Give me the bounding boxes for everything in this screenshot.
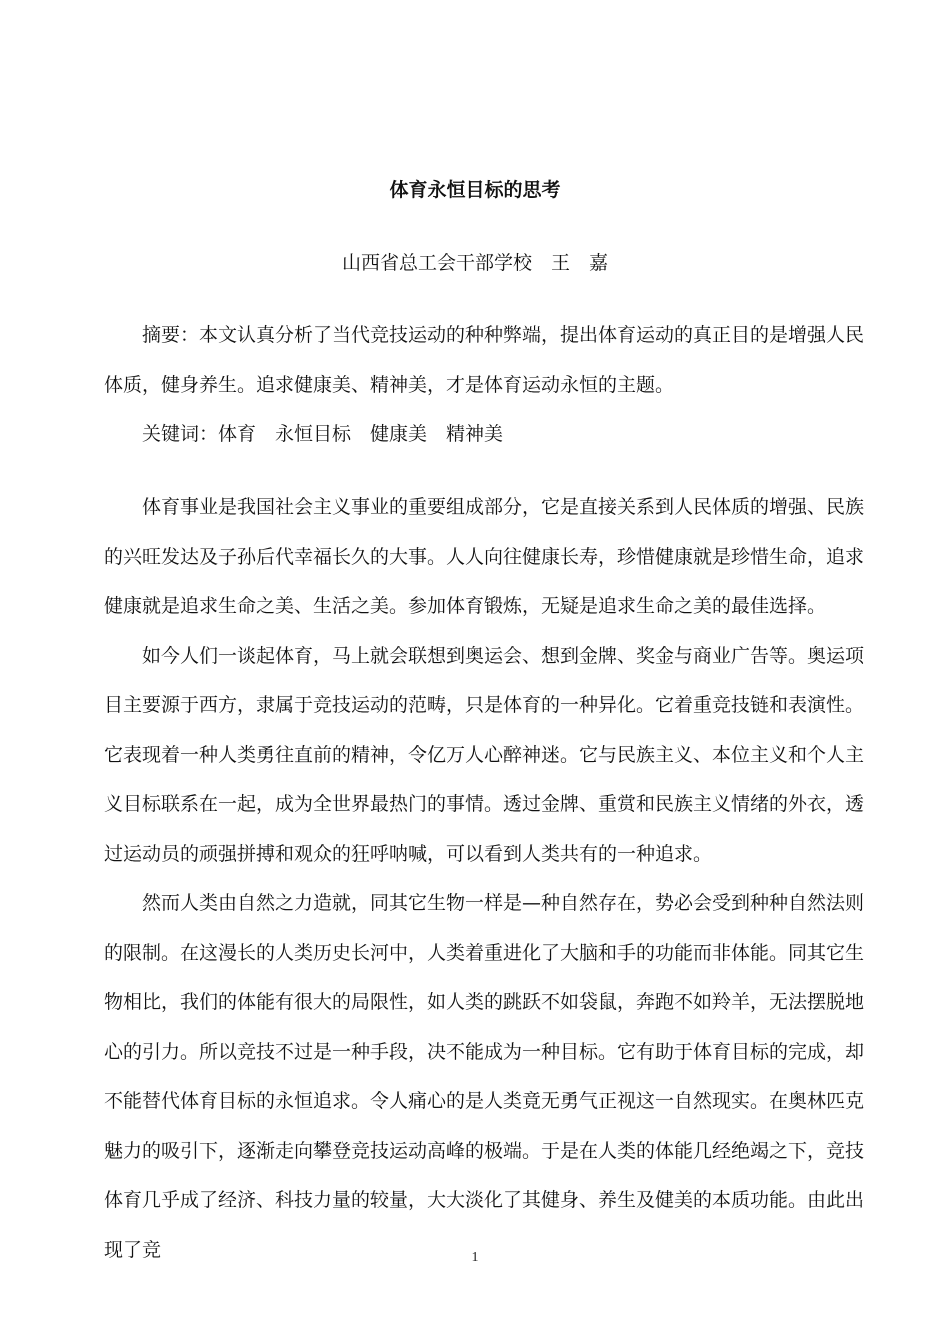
keywords-line: 关键词：体育 永恒目标 健康美 精神美 [142,423,504,445]
body-text [104,483,864,1275]
author-byline: 山西省总工会干部学校 王 嘉 [341,252,608,274]
abstract-paragraph: 摘要：本文认真分析了当代竞技运动的种种弊端，提出体育运动的真正目的是增强人民体质，健身养生。追求健康美、精神美，才是体育运动永恒的主题。 [104,324,865,396]
page-title: 体育永恒目标的思考 [389,179,561,201]
page-number: 1 [471,1250,479,1265]
body-paragraph-1: 体育事业是我国社会主义事业的重要组成部分，它是直接关系到人民体质的增强、民族的兴旺发达及子孙后代幸福长久的大事。人人向往健康长寿，珍惜健康就是珍惜生命，追求健康就是追求生命之美、生活之美。参加体育锻炼，无疑是追求生命之美的最佳选择。 [104,496,865,617]
body-paragraph-2: 如今人们一谈起体育，马上就会联想到奥运会、想到金牌、奖金与商业广告等。奥运项目主要源于西方，隶属于竞技运动的范畴，只是体育的一种异化。它着重竞技链和表演性。它表现着一种人类勇往直前的精神，令亿万人心醉神迷。它与民族主义、本位主义和个人主义目标联系在一起，成为全世界最热门的事情。透过金牌、重赏和民族主义情绪的外衣，透过运动员的顽强拼搏和观众的狂呼呐喊，可以看到人类共有的一种追求。 [104,644,865,865]
body-paragraph-3: 然而人类由自然之力造就，同其它生物一样是—种自然存在，势必会受到种种自然法则的限制。在这漫长的人类历史长河中，人类着重进化了大脑和手的功能而非体能。同其它生物相比，我们的体能有很大的局限性，如人类的跳跃不如袋鼠，奔跑不如羚羊，无法摆脱地心的引力。所以竞技不过是一种手段，决不能成为一种目标。它有助于体育目标的完成，却不能替代体育目标的永恒追求。令人痛心的是人类竟无勇气正视这一自然现实。在奥林匹克魅力的吸引下，逐渐走向攀登竞技运动高峰的极端。于是在人类的体能几经绝竭之下，竞技体育几乎成了经济、科技力量的较量，大大淡化了其健身、养生及健美的本质功能。由此出现了竞 [104,892,865,1261]
